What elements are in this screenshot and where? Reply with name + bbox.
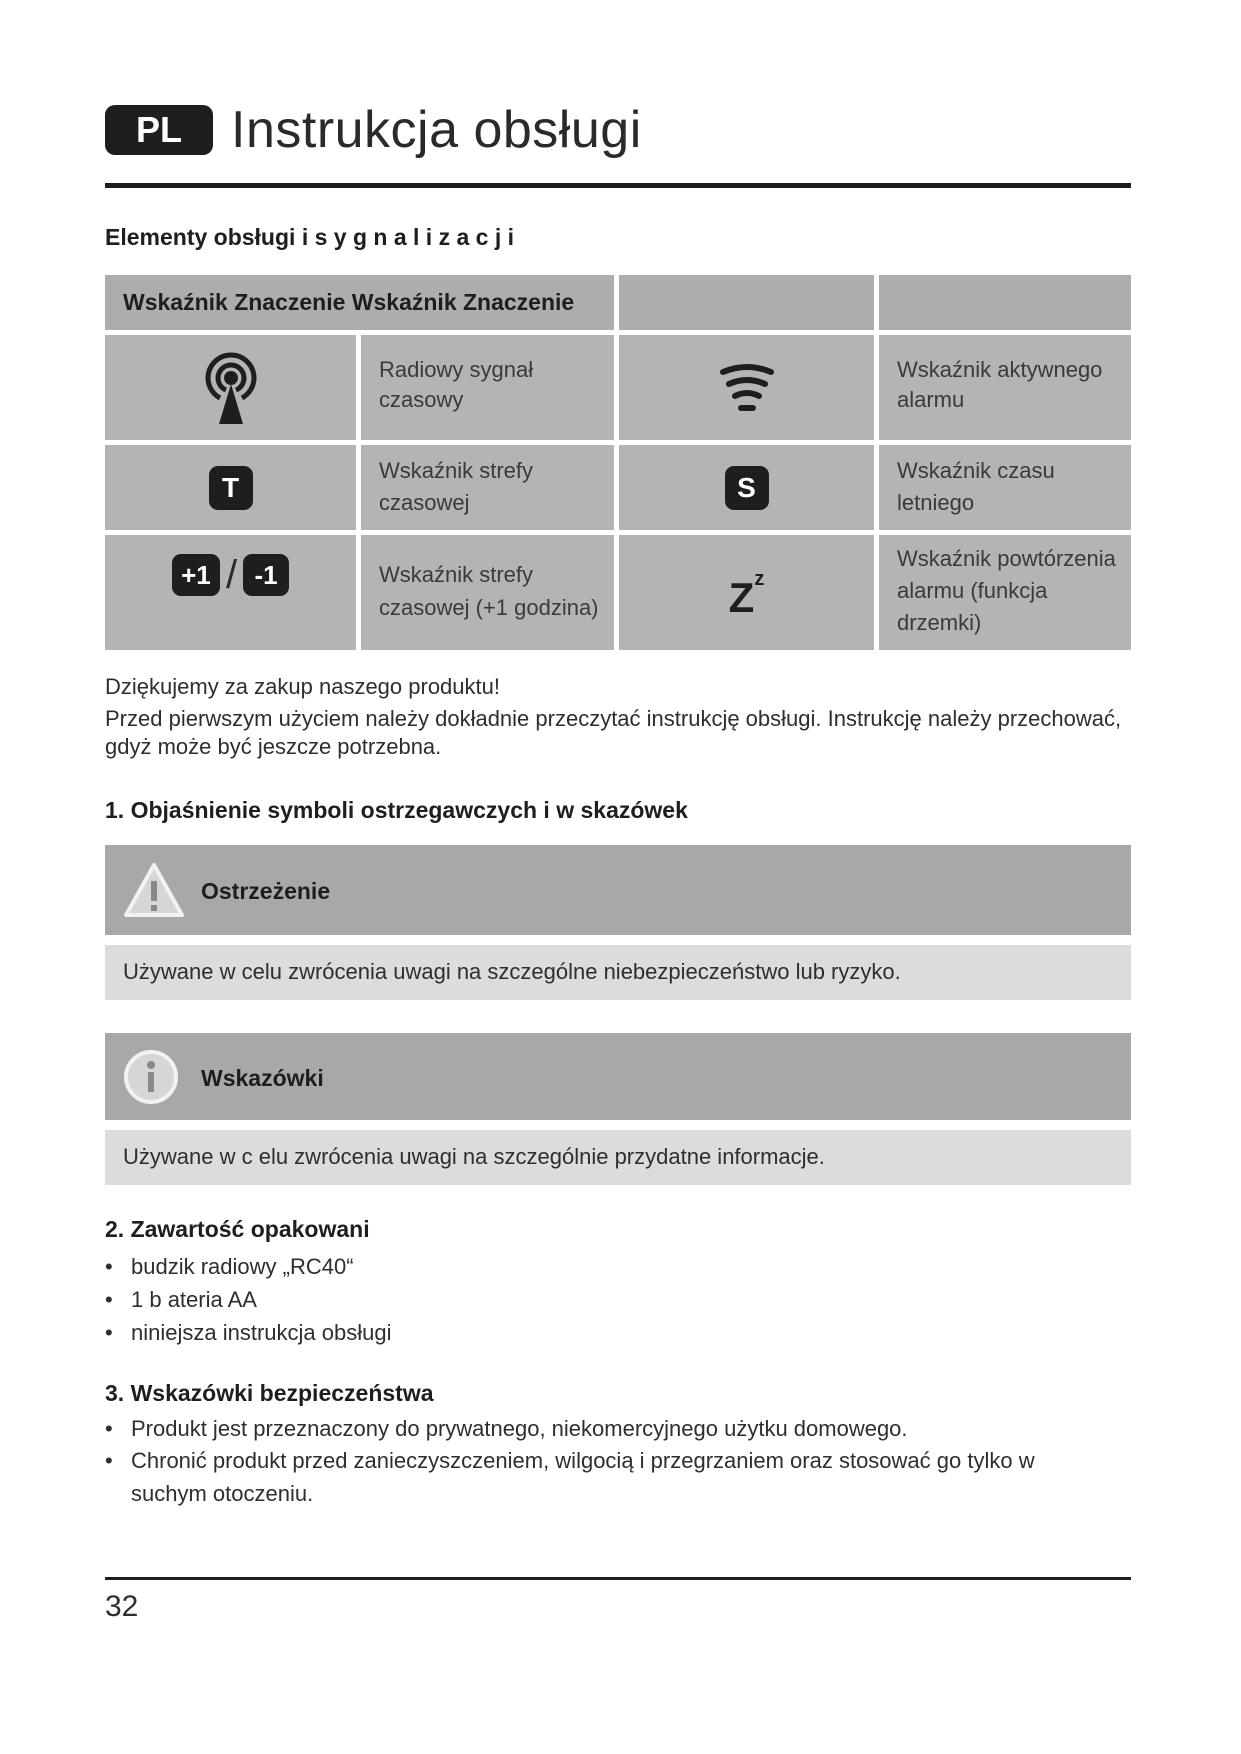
meaning-line: drzemki) [897, 610, 982, 635]
list-item: • 1 b ateria AA [105, 1283, 391, 1316]
hint-box-body [105, 1130, 1131, 1185]
list-item: • niniejsza instrukcja obsługi [105, 1316, 391, 1349]
intro-line-2: Przed pierwszym użyciem należy dokładnie przeczytać instrukcję obsługi. Instrukcję należy przechować, gdyż może być jeszcze potrzebna. [105, 706, 1122, 759]
page-header [105, 100, 642, 160]
list-item: • budzik radiowy „RC40“ [105, 1250, 391, 1283]
hint-text: Używane w c elu zwrócenia uwagi na szczególnie przydatne informacje. [123, 1144, 825, 1169]
page-title: Instrukcja obsługi [231, 101, 642, 159]
table-header-text: Wskaźnik Znaczenie Wskaźnik Znaczenie [123, 289, 575, 315]
meaning-line: czasowej [379, 490, 470, 515]
intro-line-1: Dziękujemy za zakup naszego produktu! [105, 674, 500, 699]
table-cell-meaning [361, 445, 614, 530]
warning-title: Ostrzeżenie [201, 878, 331, 904]
snooze-icon: $Z^z$ [728, 567, 765, 621]
radio-signal-icon [196, 348, 266, 428]
meaning-line: Wskaźnik strefy [379, 458, 534, 483]
table-cell-meaning [361, 535, 614, 650]
table-cell-meaning [879, 445, 1131, 530]
hint-title: Wskazówki [201, 1065, 324, 1091]
meaning-line: Radiowy sygnał [379, 357, 534, 382]
meaning-line: Wskaźnik powtórzenia [897, 546, 1116, 571]
table-cell-meaning [879, 535, 1131, 650]
list-item: • Chronić produkt przed zanieczyszczeniem, wilgocią i przegrzaniem oraz stosować go tylko w suchym otoczeniu. [105, 1444, 1065, 1510]
table-cell-meaning [879, 335, 1131, 440]
section-heading-elements: Elementy obsługi i s y g n a l i z a c j i [105, 224, 515, 250]
warning-text: Używane w celu zwrócenia uwagi na szczególne niebezpieczeństwo lub ryzyko. [123, 959, 901, 984]
meaning-line: alarmu (funkcja [897, 578, 1048, 603]
safety-list [105, 1414, 1065, 1510]
meaning-line: czasowej (+1 godzina) [379, 595, 599, 620]
package-list [105, 1250, 391, 1349]
meaning-line: Wskaźnik czasu [897, 458, 1055, 483]
meaning-line: Wskaźnik strefy [379, 562, 534, 587]
section-heading-package: 2. Zawartość opakowani [105, 1216, 370, 1242]
warning-box-header [105, 845, 1131, 935]
time-zone-t-icon: T [209, 466, 253, 510]
meaning-line: Wskaźnik aktywnego [897, 357, 1103, 382]
slash-separator: / [225, 552, 238, 597]
minus-one-icon: -1 [243, 554, 289, 596]
table-header-empty-cell [619, 275, 874, 330]
header-divider [105, 183, 1131, 188]
hint-box-header [105, 1033, 1131, 1120]
intro-paragraph [105, 673, 1151, 761]
info-icon [122, 1048, 180, 1106]
table-cell-icon [105, 335, 356, 440]
warning-box-body [105, 945, 1131, 1000]
section-heading-safety: 3. Wskazówki bezpieczeństwa [105, 1380, 434, 1406]
table-cell-icon [619, 335, 874, 440]
meaning-line: alarmu [897, 387, 965, 412]
plus-one-icon: +1 [172, 554, 220, 596]
footer-divider [105, 1577, 1131, 1580]
section-heading-symbols: 1. Objaśnienie symboli ostrzegawczych i w skazówek [105, 797, 688, 823]
language-badge: PL [105, 105, 213, 155]
alarm-active-icon [719, 360, 775, 416]
table-header-cell [105, 275, 614, 330]
warning-triangle-icon [122, 861, 186, 919]
page-number: 32 [105, 1590, 139, 1623]
table-cell-icon [105, 535, 356, 650]
table-cell-meaning [361, 335, 614, 440]
summer-time-s-icon: S [725, 466, 769, 510]
table-cell-icon [619, 445, 874, 530]
table-header-empty-cell [879, 275, 1131, 330]
table-cell-icon [105, 445, 356, 530]
table-cell-icon [619, 535, 874, 650]
meaning-line: letniego [897, 490, 975, 515]
list-item: • Produkt jest przeznaczony do prywatnego, niekomercyjnego użytku domowego. [105, 1414, 1065, 1444]
meaning-line: czasowy [379, 387, 464, 412]
